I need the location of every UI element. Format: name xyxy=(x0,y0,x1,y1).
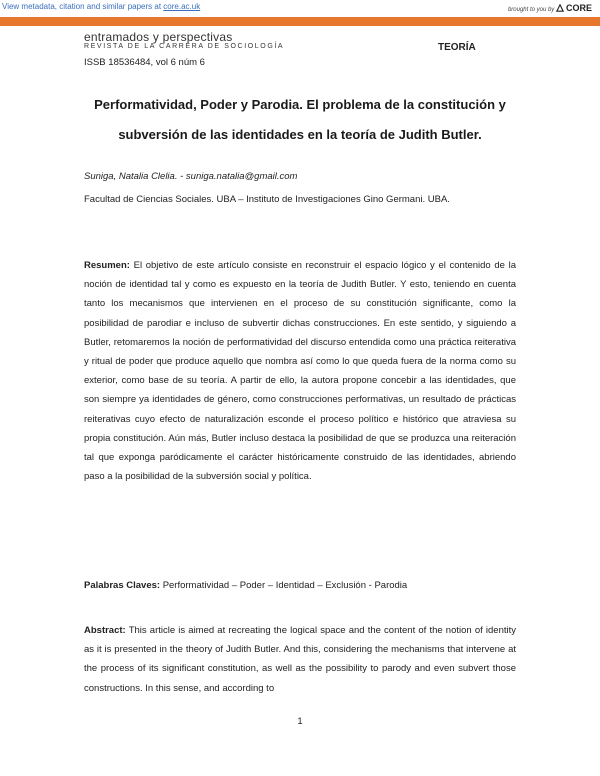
provided-by-link[interactable]: provided by CONICET Digital xyxy=(513,35,592,41)
keywords-paragraph xyxy=(84,576,516,595)
core-domain-link[interactable]: core.ac.uk xyxy=(163,2,201,11)
core-brought-by[interactable]: brought to you by CORE xyxy=(507,3,592,13)
abstract-text: This article is aimed at recreating the logical space and the content of the notion of identity as it is presented in the theory of Judith Butler. And this, considering the mechanisms that intervene at the process of its significant constitution, as well as the possibility to parody and even subvert those constructions. In this sense, and according to xyxy=(84,625,516,694)
journal-logo xyxy=(84,30,284,50)
page-number: 1 xyxy=(297,716,303,727)
resumen-label: Resumen: xyxy=(84,260,130,271)
author-line: Suniga, Natalia Clelia. - suniga.natalia@gmail.com xyxy=(84,171,298,182)
section-label: TEORÍA xyxy=(438,42,476,53)
journal-subtitle: REVISTA DE LA CARRERA DE SOCIOLOGÍA xyxy=(84,43,285,50)
abstract-paragraph xyxy=(84,621,516,698)
resumen-paragraph xyxy=(84,256,516,486)
title-line-1: Performatividad, Poder y Parodia. El problema de la constitución y xyxy=(94,97,506,112)
keywords-label: Palabras Claves: xyxy=(84,580,161,591)
resumen-text: El objetivo de este artículo consiste en reconstruir el espacio lógico y el contenido de la noción de identidad tal y como es expuesto en la teoría de Judith Butler. Y esto, teniendo en cuenta tanto los mecanismos que intervienen en el proceso de su constitución significante, como la posibilidad de parodiar e incluso de subvertir dichas construcciones. En este sentido, y siguiendo a Butler, retomaremos la noción de performatividad del discurso entendida como una práctica reiterativa y ritual de poder que produce aquello que nombra así como lo que queda fuera de la norma como su exterior, como base de su teoría. A partir de ello, la autora propone concebir a las identidades, que son siempre ya identidades de género, como construcciones performativas, un resultado de prácticas reiterativas cuyo efecto de naturalización esconde el proceso político e histórico que atraviesa su propia constitución. Aún más, Butler incluso destaca la posibilidad de que se produzca una reiteración tal que exponga paródicamente el carácter históricamente construido de las identidades, abriendo paso a la posibilidad de la subversión social y política. xyxy=(84,260,516,483)
affiliation-line: Facultad de Ciencias Sociales. UBA – Instituto de Investigaciones Gino Germani. UBA. xyxy=(84,194,450,205)
core-metadata-link[interactable]: View metadata, citation and similar papers at core.ac.uk xyxy=(2,2,201,11)
abstract-label: Abstract: xyxy=(84,625,126,636)
journal-issn: ISSB 18536484, vol 6 núm 6 xyxy=(84,57,205,68)
article-title xyxy=(70,90,530,150)
journal-name: entramados y perspectivas xyxy=(84,30,233,44)
title-line-2: subversión de las identidades en la teoría de Judith Butler. xyxy=(118,127,482,142)
core-logo-icon xyxy=(556,4,564,12)
keywords-text: Performatividad – Poder – Identidad – Exclusión - Parodia xyxy=(162,580,408,591)
core-logo-text: CORE xyxy=(565,3,592,13)
core-banner xyxy=(0,0,600,17)
